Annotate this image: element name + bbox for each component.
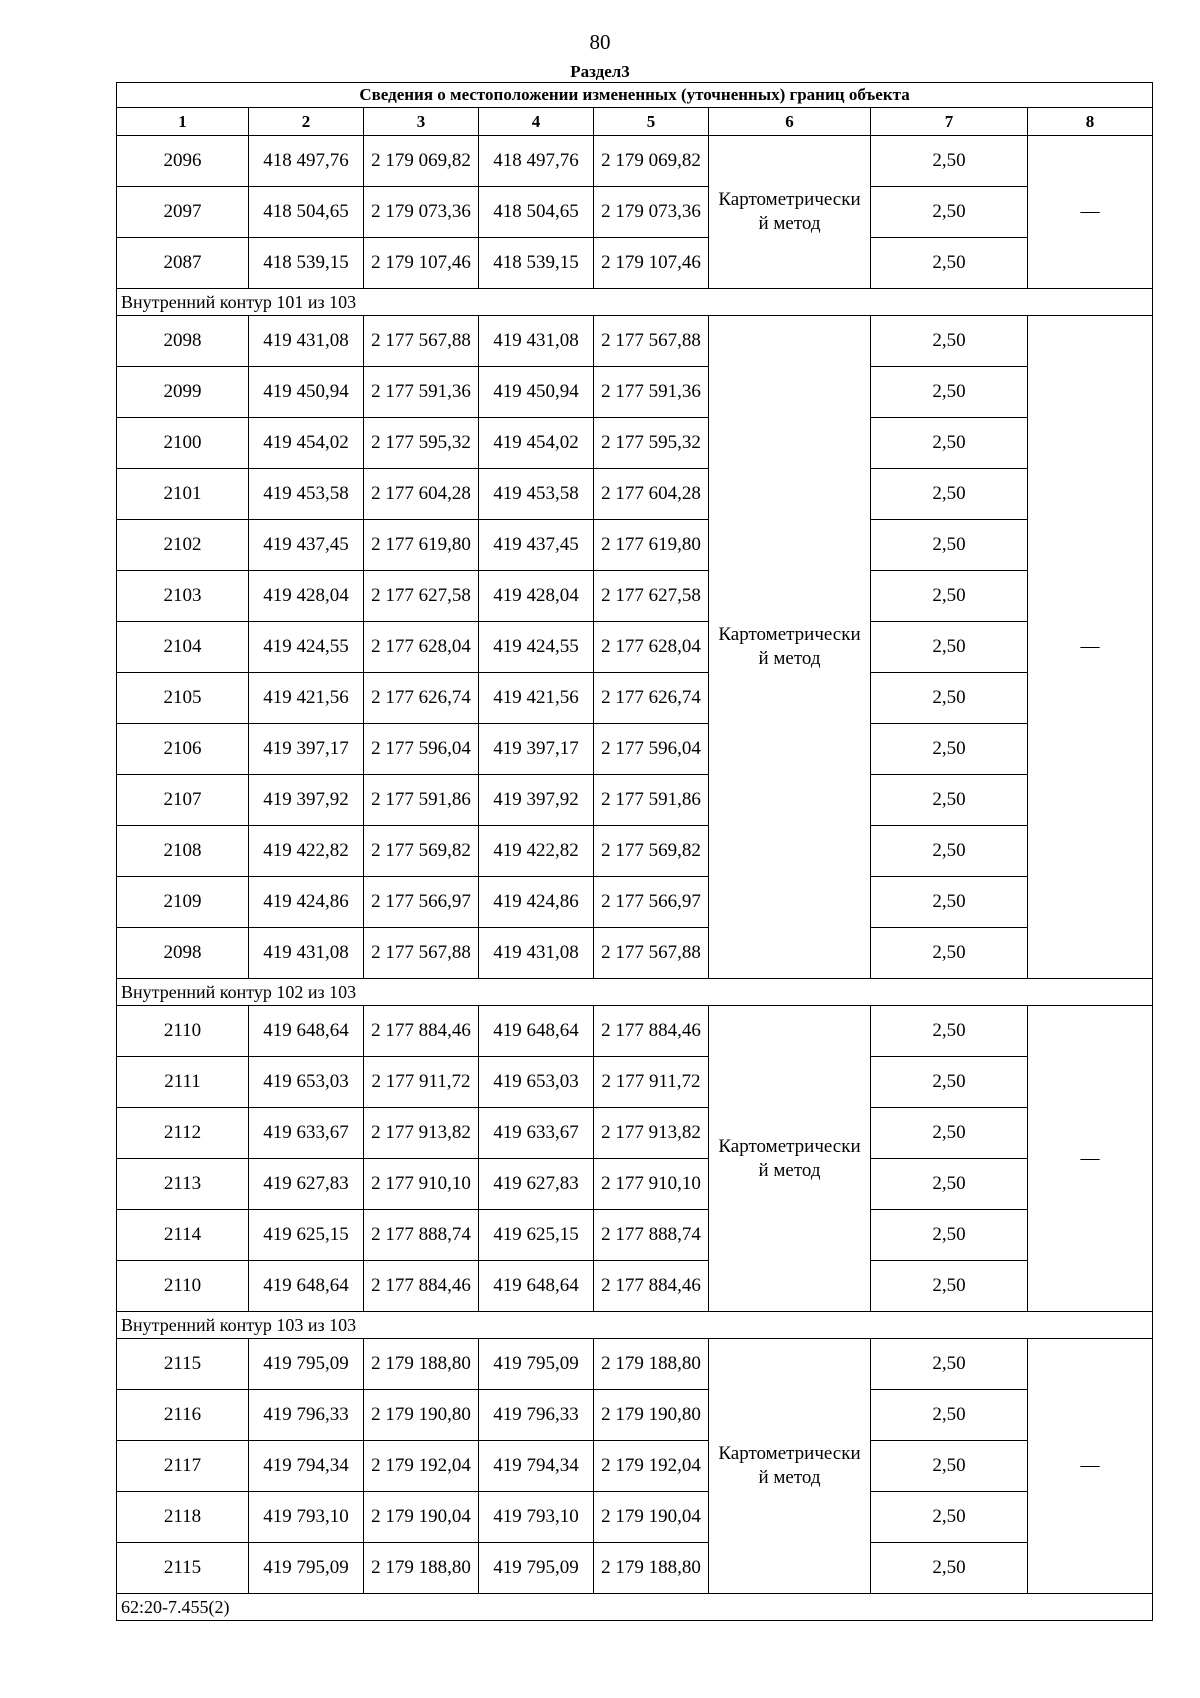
column-header-7: 7 bbox=[871, 108, 1028, 136]
method-line-1: Картометрически bbox=[718, 189, 861, 210]
point-number-cell: 2101 bbox=[117, 469, 249, 520]
x-new-cell: 419 453,58 bbox=[479, 469, 594, 520]
x-old-cell: 418 539,15 bbox=[249, 238, 364, 289]
x-new-cell: 419 431,08 bbox=[479, 928, 594, 979]
y-old-cell: 2 177 567,88 bbox=[364, 316, 479, 367]
y-new-cell: 2 177 596,04 bbox=[594, 724, 709, 775]
x-new-cell: 419 653,03 bbox=[479, 1057, 594, 1108]
accuracy-cell: 2,50 bbox=[871, 622, 1028, 673]
y-old-cell: 2 177 566,97 bbox=[364, 877, 479, 928]
x-new-cell: 419 424,55 bbox=[479, 622, 594, 673]
accuracy-cell: 2,50 bbox=[871, 1159, 1028, 1210]
table-row bbox=[117, 136, 1153, 187]
accuracy-cell: 2,50 bbox=[871, 187, 1028, 238]
table-row bbox=[117, 775, 1153, 826]
y-new-cell: 2 177 884,46 bbox=[594, 1006, 709, 1057]
table-row bbox=[117, 1006, 1153, 1057]
contour-row bbox=[117, 979, 1153, 1006]
y-new-cell: 2 177 911,72 bbox=[594, 1057, 709, 1108]
x-old-cell: 418 497,76 bbox=[249, 136, 364, 187]
accuracy-cell: 2,50 bbox=[871, 520, 1028, 571]
contour-label: Внутренний контур 103 из 103 bbox=[117, 1312, 1153, 1339]
table-row bbox=[117, 1210, 1153, 1261]
point-number-cell: 2114 bbox=[117, 1210, 249, 1261]
col8-cell: — bbox=[1028, 1006, 1153, 1312]
x-new-cell: 418 497,76 bbox=[479, 136, 594, 187]
col8-cell: — bbox=[1028, 136, 1153, 289]
column-header-row bbox=[117, 108, 1153, 136]
x-new-cell: 418 539,15 bbox=[479, 238, 594, 289]
method-line-2: й метод bbox=[758, 1159, 821, 1181]
y-new-cell: 2 177 604,28 bbox=[594, 469, 709, 520]
column-header-8: 8 bbox=[1028, 108, 1153, 136]
accuracy-cell: 2,50 bbox=[871, 673, 1028, 724]
y-old-cell: 2 177 626,74 bbox=[364, 673, 479, 724]
y-old-cell: 2 179 073,36 bbox=[364, 187, 479, 238]
y-new-cell: 2 179 190,80 bbox=[594, 1390, 709, 1441]
y-new-cell: 2 179 107,46 bbox=[594, 238, 709, 289]
x-new-cell: 419 397,17 bbox=[479, 724, 594, 775]
x-new-cell: 419 437,45 bbox=[479, 520, 594, 571]
accuracy-cell: 2,50 bbox=[871, 1261, 1028, 1312]
y-old-cell: 2 177 913,82 bbox=[364, 1108, 479, 1159]
y-old-cell: 2 179 188,80 bbox=[364, 1339, 479, 1390]
accuracy-cell: 2,50 bbox=[871, 1210, 1028, 1261]
x-new-cell: 419 625,15 bbox=[479, 1210, 594, 1261]
accuracy-cell: 2,50 bbox=[871, 877, 1028, 928]
cadastral-number: 62:20-7.455(2) bbox=[117, 1594, 1153, 1621]
accuracy-cell: 2,50 bbox=[871, 1108, 1028, 1159]
x-old-cell: 419 437,45 bbox=[249, 520, 364, 571]
y-new-cell: 2 177 884,46 bbox=[594, 1261, 709, 1312]
point-number-cell: 2097 bbox=[117, 187, 249, 238]
method-cell bbox=[709, 1339, 871, 1594]
x-new-cell: 419 633,67 bbox=[479, 1108, 594, 1159]
contour-row bbox=[117, 1312, 1153, 1339]
y-new-cell: 2 177 569,82 bbox=[594, 826, 709, 877]
x-old-cell: 419 648,64 bbox=[249, 1006, 364, 1057]
y-new-cell: 2 177 626,74 bbox=[594, 673, 709, 724]
x-new-cell: 419 794,34 bbox=[479, 1441, 594, 1492]
col8-cell: — bbox=[1028, 1339, 1153, 1594]
accuracy-cell: 2,50 bbox=[871, 826, 1028, 877]
x-old-cell: 419 795,09 bbox=[249, 1339, 364, 1390]
point-number-cell: 2087 bbox=[117, 238, 249, 289]
table-row bbox=[117, 418, 1153, 469]
x-new-cell: 419 450,94 bbox=[479, 367, 594, 418]
y-new-cell: 2 177 595,32 bbox=[594, 418, 709, 469]
y-new-cell: 2 177 591,36 bbox=[594, 367, 709, 418]
y-old-cell: 2 177 884,46 bbox=[364, 1006, 479, 1057]
y-new-cell: 2 179 188,80 bbox=[594, 1339, 709, 1390]
table-row bbox=[117, 877, 1153, 928]
accuracy-cell: 2,50 bbox=[871, 418, 1028, 469]
y-old-cell: 2 177 910,10 bbox=[364, 1159, 479, 1210]
table-row bbox=[117, 724, 1153, 775]
x-new-cell: 419 796,33 bbox=[479, 1390, 594, 1441]
y-new-cell: 2 177 628,04 bbox=[594, 622, 709, 673]
table-title-row bbox=[117, 83, 1153, 108]
x-old-cell: 419 453,58 bbox=[249, 469, 364, 520]
x-old-cell: 419 428,04 bbox=[249, 571, 364, 622]
point-number-cell: 2098 bbox=[117, 928, 249, 979]
footer-row bbox=[117, 1594, 1153, 1621]
x-new-cell: 419 795,09 bbox=[479, 1543, 594, 1594]
y-new-cell: 2 177 567,88 bbox=[594, 928, 709, 979]
x-new-cell: 419 397,92 bbox=[479, 775, 594, 826]
y-old-cell: 2 177 888,74 bbox=[364, 1210, 479, 1261]
point-number-cell: 2103 bbox=[117, 571, 249, 622]
point-number-cell: 2112 bbox=[117, 1108, 249, 1159]
table-row bbox=[117, 1057, 1153, 1108]
table-row bbox=[117, 826, 1153, 877]
x-old-cell: 419 424,55 bbox=[249, 622, 364, 673]
x-new-cell: 419 428,04 bbox=[479, 571, 594, 622]
accuracy-cell: 2,50 bbox=[871, 571, 1028, 622]
table-row bbox=[117, 1390, 1153, 1441]
method-line-1: Картометрически bbox=[718, 1135, 861, 1157]
page-number: 80 bbox=[589, 30, 611, 54]
x-old-cell: 419 421,56 bbox=[249, 673, 364, 724]
point-number-cell: 2100 bbox=[117, 418, 249, 469]
section-title: Раздел3 bbox=[570, 62, 630, 81]
x-old-cell: 418 504,65 bbox=[249, 187, 364, 238]
accuracy-cell: 2,50 bbox=[871, 136, 1028, 187]
point-number-cell: 2108 bbox=[117, 826, 249, 877]
method-line-2: й метод bbox=[758, 1467, 821, 1488]
accuracy-cell: 2,50 bbox=[871, 1492, 1028, 1543]
method-line-1: Картометрически bbox=[718, 624, 861, 645]
x-new-cell: 419 454,02 bbox=[479, 418, 594, 469]
accuracy-cell: 2,50 bbox=[871, 1441, 1028, 1492]
x-old-cell: 419 796,33 bbox=[249, 1390, 364, 1441]
y-new-cell: 2 179 192,04 bbox=[594, 1441, 709, 1492]
y-new-cell: 2 177 888,74 bbox=[594, 1210, 709, 1261]
table-row bbox=[117, 1159, 1153, 1210]
x-old-cell: 419 450,94 bbox=[249, 367, 364, 418]
x-new-cell: 419 424,86 bbox=[479, 877, 594, 928]
table-row bbox=[117, 1108, 1153, 1159]
x-new-cell: 419 627,83 bbox=[479, 1159, 594, 1210]
point-number-cell: 2104 bbox=[117, 622, 249, 673]
point-number-cell: 2109 bbox=[117, 877, 249, 928]
contour-label: Внутренний контур 101 из 103 bbox=[117, 289, 1153, 316]
y-new-cell: 2 177 591,86 bbox=[594, 775, 709, 826]
point-number-cell: 2110 bbox=[117, 1006, 249, 1057]
x-new-cell: 419 648,64 bbox=[479, 1261, 594, 1312]
y-new-cell: 2 177 566,97 bbox=[594, 877, 709, 928]
accuracy-cell: 2,50 bbox=[871, 469, 1028, 520]
x-new-cell: 419 431,08 bbox=[479, 316, 594, 367]
point-number-cell: 2096 bbox=[117, 136, 249, 187]
point-number-cell: 2110 bbox=[117, 1261, 249, 1312]
x-old-cell: 419 625,15 bbox=[249, 1210, 364, 1261]
x-new-cell: 419 421,56 bbox=[479, 673, 594, 724]
y-new-cell: 2 177 567,88 bbox=[594, 316, 709, 367]
y-old-cell: 2 179 069,82 bbox=[364, 136, 479, 187]
x-old-cell: 419 431,08 bbox=[249, 928, 364, 979]
accuracy-cell: 2,50 bbox=[871, 367, 1028, 418]
table-row bbox=[117, 520, 1153, 571]
x-new-cell: 419 795,09 bbox=[479, 1339, 594, 1390]
y-old-cell: 2 177 628,04 bbox=[364, 622, 479, 673]
x-old-cell: 419 397,92 bbox=[249, 775, 364, 826]
y-new-cell: 2 179 190,04 bbox=[594, 1492, 709, 1543]
column-header-5: 5 bbox=[594, 108, 709, 136]
column-header-3: 3 bbox=[364, 108, 479, 136]
y-new-cell: 2 179 188,80 bbox=[594, 1543, 709, 1594]
table-row bbox=[117, 1492, 1153, 1543]
y-new-cell: 2 177 627,58 bbox=[594, 571, 709, 622]
table-row bbox=[117, 673, 1153, 724]
point-number-cell: 2102 bbox=[117, 520, 249, 571]
point-number-cell: 2106 bbox=[117, 724, 249, 775]
x-old-cell: 419 627,83 bbox=[249, 1159, 364, 1210]
y-old-cell: 2 177 569,82 bbox=[364, 826, 479, 877]
accuracy-cell: 2,50 bbox=[871, 1390, 1028, 1441]
y-old-cell: 2 177 619,80 bbox=[364, 520, 479, 571]
x-old-cell: 419 633,67 bbox=[249, 1108, 364, 1159]
x-old-cell: 419 454,02 bbox=[249, 418, 364, 469]
method-line-2: й метод bbox=[758, 648, 821, 669]
point-number-cell: 2107 bbox=[117, 775, 249, 826]
coordinates-table bbox=[116, 82, 1153, 1621]
y-old-cell: 2 179 190,04 bbox=[364, 1492, 479, 1543]
x-new-cell: 419 793,10 bbox=[479, 1492, 594, 1543]
table-row bbox=[117, 928, 1153, 979]
point-number-cell: 2099 bbox=[117, 367, 249, 418]
accuracy-cell: 2,50 bbox=[871, 1006, 1028, 1057]
accuracy-cell: 2,50 bbox=[871, 1339, 1028, 1390]
y-old-cell: 2 177 591,36 bbox=[364, 367, 479, 418]
y-old-cell: 2 179 192,04 bbox=[364, 1441, 479, 1492]
table-row bbox=[117, 1441, 1153, 1492]
contour-label: Внутренний контур 102 из 103 bbox=[117, 979, 1153, 1006]
x-new-cell: 418 504,65 bbox=[479, 187, 594, 238]
x-old-cell: 419 648,64 bbox=[249, 1261, 364, 1312]
table-title: Сведения о местоположении измененных (уточненных) границ объекта bbox=[117, 83, 1153, 108]
method-cell bbox=[709, 316, 871, 979]
accuracy-cell: 2,50 bbox=[871, 724, 1028, 775]
accuracy-cell: 2,50 bbox=[871, 238, 1028, 289]
y-old-cell: 2 177 591,86 bbox=[364, 775, 479, 826]
y-new-cell: 2 177 619,80 bbox=[594, 520, 709, 571]
column-header-2: 2 bbox=[249, 108, 364, 136]
x-old-cell: 419 431,08 bbox=[249, 316, 364, 367]
y-new-cell: 2 179 069,82 bbox=[594, 136, 709, 187]
table-row bbox=[117, 1543, 1153, 1594]
y-old-cell: 2 177 627,58 bbox=[364, 571, 479, 622]
point-number-cell: 2118 bbox=[117, 1492, 249, 1543]
table-row bbox=[117, 238, 1153, 289]
table-row bbox=[117, 571, 1153, 622]
accuracy-cell: 2,50 bbox=[871, 1057, 1028, 1108]
y-old-cell: 2 177 911,72 bbox=[364, 1057, 479, 1108]
table-row bbox=[117, 187, 1153, 238]
table-row bbox=[117, 622, 1153, 673]
x-old-cell: 419 794,34 bbox=[249, 1441, 364, 1492]
point-number-cell: 2105 bbox=[117, 673, 249, 724]
column-header-1: 1 bbox=[117, 108, 249, 136]
accuracy-cell: 2,50 bbox=[871, 1543, 1028, 1594]
y-old-cell: 2 179 190,80 bbox=[364, 1390, 479, 1441]
point-number-cell: 2113 bbox=[117, 1159, 249, 1210]
x-new-cell: 419 422,82 bbox=[479, 826, 594, 877]
x-old-cell: 419 422,82 bbox=[249, 826, 364, 877]
y-old-cell: 2 177 567,88 bbox=[364, 928, 479, 979]
contour-row bbox=[117, 289, 1153, 316]
y-old-cell: 2 179 188,80 bbox=[364, 1543, 479, 1594]
y-old-cell: 2 177 596,04 bbox=[364, 724, 479, 775]
method-line-1: Картометрически bbox=[718, 1443, 861, 1464]
y-old-cell: 2 177 604,28 bbox=[364, 469, 479, 520]
x-old-cell: 419 424,86 bbox=[249, 877, 364, 928]
x-old-cell: 419 795,09 bbox=[249, 1543, 364, 1594]
table-row bbox=[117, 367, 1153, 418]
point-number-cell: 2117 bbox=[117, 1441, 249, 1492]
column-header-4: 4 bbox=[479, 108, 594, 136]
y-old-cell: 2 179 107,46 bbox=[364, 238, 479, 289]
y-new-cell: 2 177 910,10 bbox=[594, 1159, 709, 1210]
accuracy-cell: 2,50 bbox=[871, 775, 1028, 826]
table-row bbox=[117, 316, 1153, 367]
point-number-cell: 2111 bbox=[117, 1057, 249, 1108]
col8-cell: — bbox=[1028, 316, 1153, 979]
method-line-2: й метод bbox=[758, 213, 821, 234]
x-new-cell: 419 648,64 bbox=[479, 1006, 594, 1057]
y-new-cell: 2 177 913,82 bbox=[594, 1108, 709, 1159]
table-row bbox=[117, 469, 1153, 520]
point-number-cell: 2116 bbox=[117, 1390, 249, 1441]
column-header-6: 6 bbox=[709, 108, 871, 136]
point-number-cell: 2115 bbox=[117, 1543, 249, 1594]
method-cell bbox=[709, 136, 871, 289]
y-old-cell: 2 177 884,46 bbox=[364, 1261, 479, 1312]
method-cell bbox=[709, 1006, 871, 1312]
point-number-cell: 2115 bbox=[117, 1339, 249, 1390]
accuracy-cell: 2,50 bbox=[871, 316, 1028, 367]
point-number-cell: 2098 bbox=[117, 316, 249, 367]
table-row bbox=[117, 1261, 1153, 1312]
y-old-cell: 2 177 595,32 bbox=[364, 418, 479, 469]
table-row bbox=[117, 1339, 1153, 1390]
accuracy-cell: 2,50 bbox=[871, 928, 1028, 979]
x-old-cell: 419 653,03 bbox=[249, 1057, 364, 1108]
x-old-cell: 419 397,17 bbox=[249, 724, 364, 775]
y-new-cell: 2 179 073,36 bbox=[594, 187, 709, 238]
x-old-cell: 419 793,10 bbox=[249, 1492, 364, 1543]
